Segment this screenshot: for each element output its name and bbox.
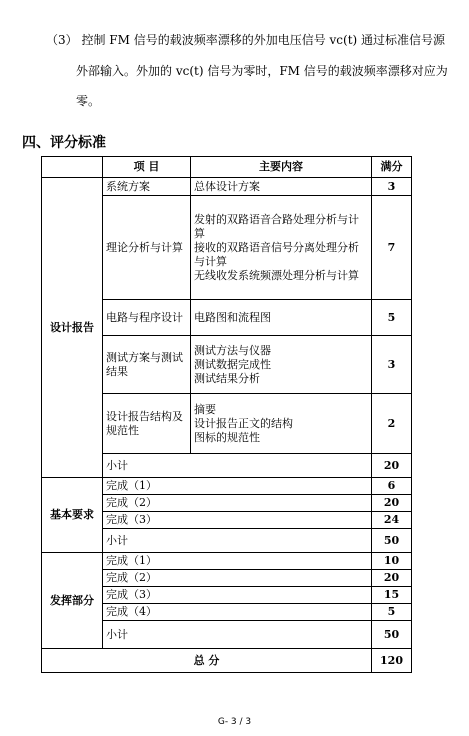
- content-line: 无线收发系统频漂处理分析与计算: [194, 268, 359, 282]
- subtotal-score: 20: [372, 454, 412, 478]
- item-cell: 完成（2）: [103, 495, 372, 512]
- content-line: 接收的双路语音信号分离处理分析与计算: [194, 240, 359, 268]
- paragraph-line-1: （3） 控制 FM 信号的载波频率漂移的外加电压信号 vc(t) 通过标准信号源: [46, 33, 446, 47]
- content-line: 测试结果分析: [194, 371, 260, 385]
- table-header-score: 满分: [372, 157, 412, 178]
- table-row: [42, 178, 412, 196]
- content-line: 图标的规范性: [194, 430, 260, 444]
- score-cell: 3: [372, 178, 412, 196]
- content-cell: [191, 336, 372, 394]
- score-cell: 6: [372, 478, 412, 495]
- score-cell: 20: [372, 495, 412, 512]
- subtotal-label: 小计: [103, 454, 372, 478]
- content-cell: [191, 394, 372, 454]
- table-header-blank: [42, 157, 103, 178]
- paragraph-line-2: 外部输入。外加的 vc(t) 信号为零时，FM 信号的载波频率漂移对应为: [76, 64, 448, 78]
- table-header-item: 项 目: [103, 157, 191, 178]
- content-line: 总体设计方案: [194, 179, 260, 193]
- item-cell: 完成（1）: [103, 478, 372, 495]
- content-line: 发射的双路语音合路处理分析与计算: [194, 212, 359, 240]
- category-advanced: 发挥部分: [42, 553, 103, 649]
- table-header-content: 主要内容: [191, 157, 372, 178]
- content-cell: [191, 178, 372, 196]
- subtotal-score: 50: [372, 529, 412, 553]
- score-cell: 20: [372, 570, 412, 587]
- score-cell: 5: [372, 300, 412, 336]
- item-cell: 理论分析与计算: [103, 196, 191, 300]
- item-cell: 电路与程序设计: [103, 300, 191, 336]
- content-cell: [191, 300, 372, 336]
- score-cell: 5: [372, 604, 412, 621]
- page-footer: G- 3 / 3: [217, 717, 252, 727]
- subtotal-label: 小计: [103, 529, 372, 553]
- item-cell: 完成（3）: [103, 512, 372, 529]
- category-design-report: 设计报告: [42, 178, 103, 478]
- total-score: 120: [372, 649, 412, 673]
- score-cell: 10: [372, 553, 412, 570]
- content-line: 电路图和流程图: [194, 310, 271, 324]
- subtotal-label: 小计: [103, 621, 372, 649]
- score-cell: 15: [372, 587, 412, 604]
- score-cell: 24: [372, 512, 412, 529]
- item-cell: 系统方案: [103, 178, 191, 196]
- content-line: 设计报告正文的结构: [194, 416, 293, 430]
- table-header-row: [42, 157, 412, 178]
- content-cell: [191, 196, 372, 300]
- content-line: 摘要: [194, 402, 216, 416]
- table-row: [42, 553, 412, 570]
- table-row: [42, 478, 412, 495]
- total-label: 总 分: [42, 649, 372, 673]
- item-cell: 完成（3）: [103, 587, 372, 604]
- total-row: [42, 649, 412, 673]
- scoring-table: [41, 156, 412, 673]
- item-cell: 完成（2）: [103, 570, 372, 587]
- item-cell: 设计报告结构及规范性: [103, 394, 191, 454]
- category-basic: 基本要求: [42, 478, 103, 553]
- score-cell: 3: [372, 336, 412, 394]
- item-cell: 测试方案与测试结果: [103, 336, 191, 394]
- paragraph-line-3: 零。: [76, 94, 101, 108]
- item-cell: 完成（1）: [103, 553, 372, 570]
- subtotal-score: 50: [372, 621, 412, 649]
- content-line: 测试数据完成性: [194, 357, 271, 371]
- score-cell: 2: [372, 394, 412, 454]
- section-heading: 四、评分标准: [22, 135, 106, 151]
- item-cell: 完成（4）: [103, 604, 372, 621]
- content-line: 测试方法与仪器: [194, 343, 271, 357]
- score-cell: 7: [372, 196, 412, 300]
